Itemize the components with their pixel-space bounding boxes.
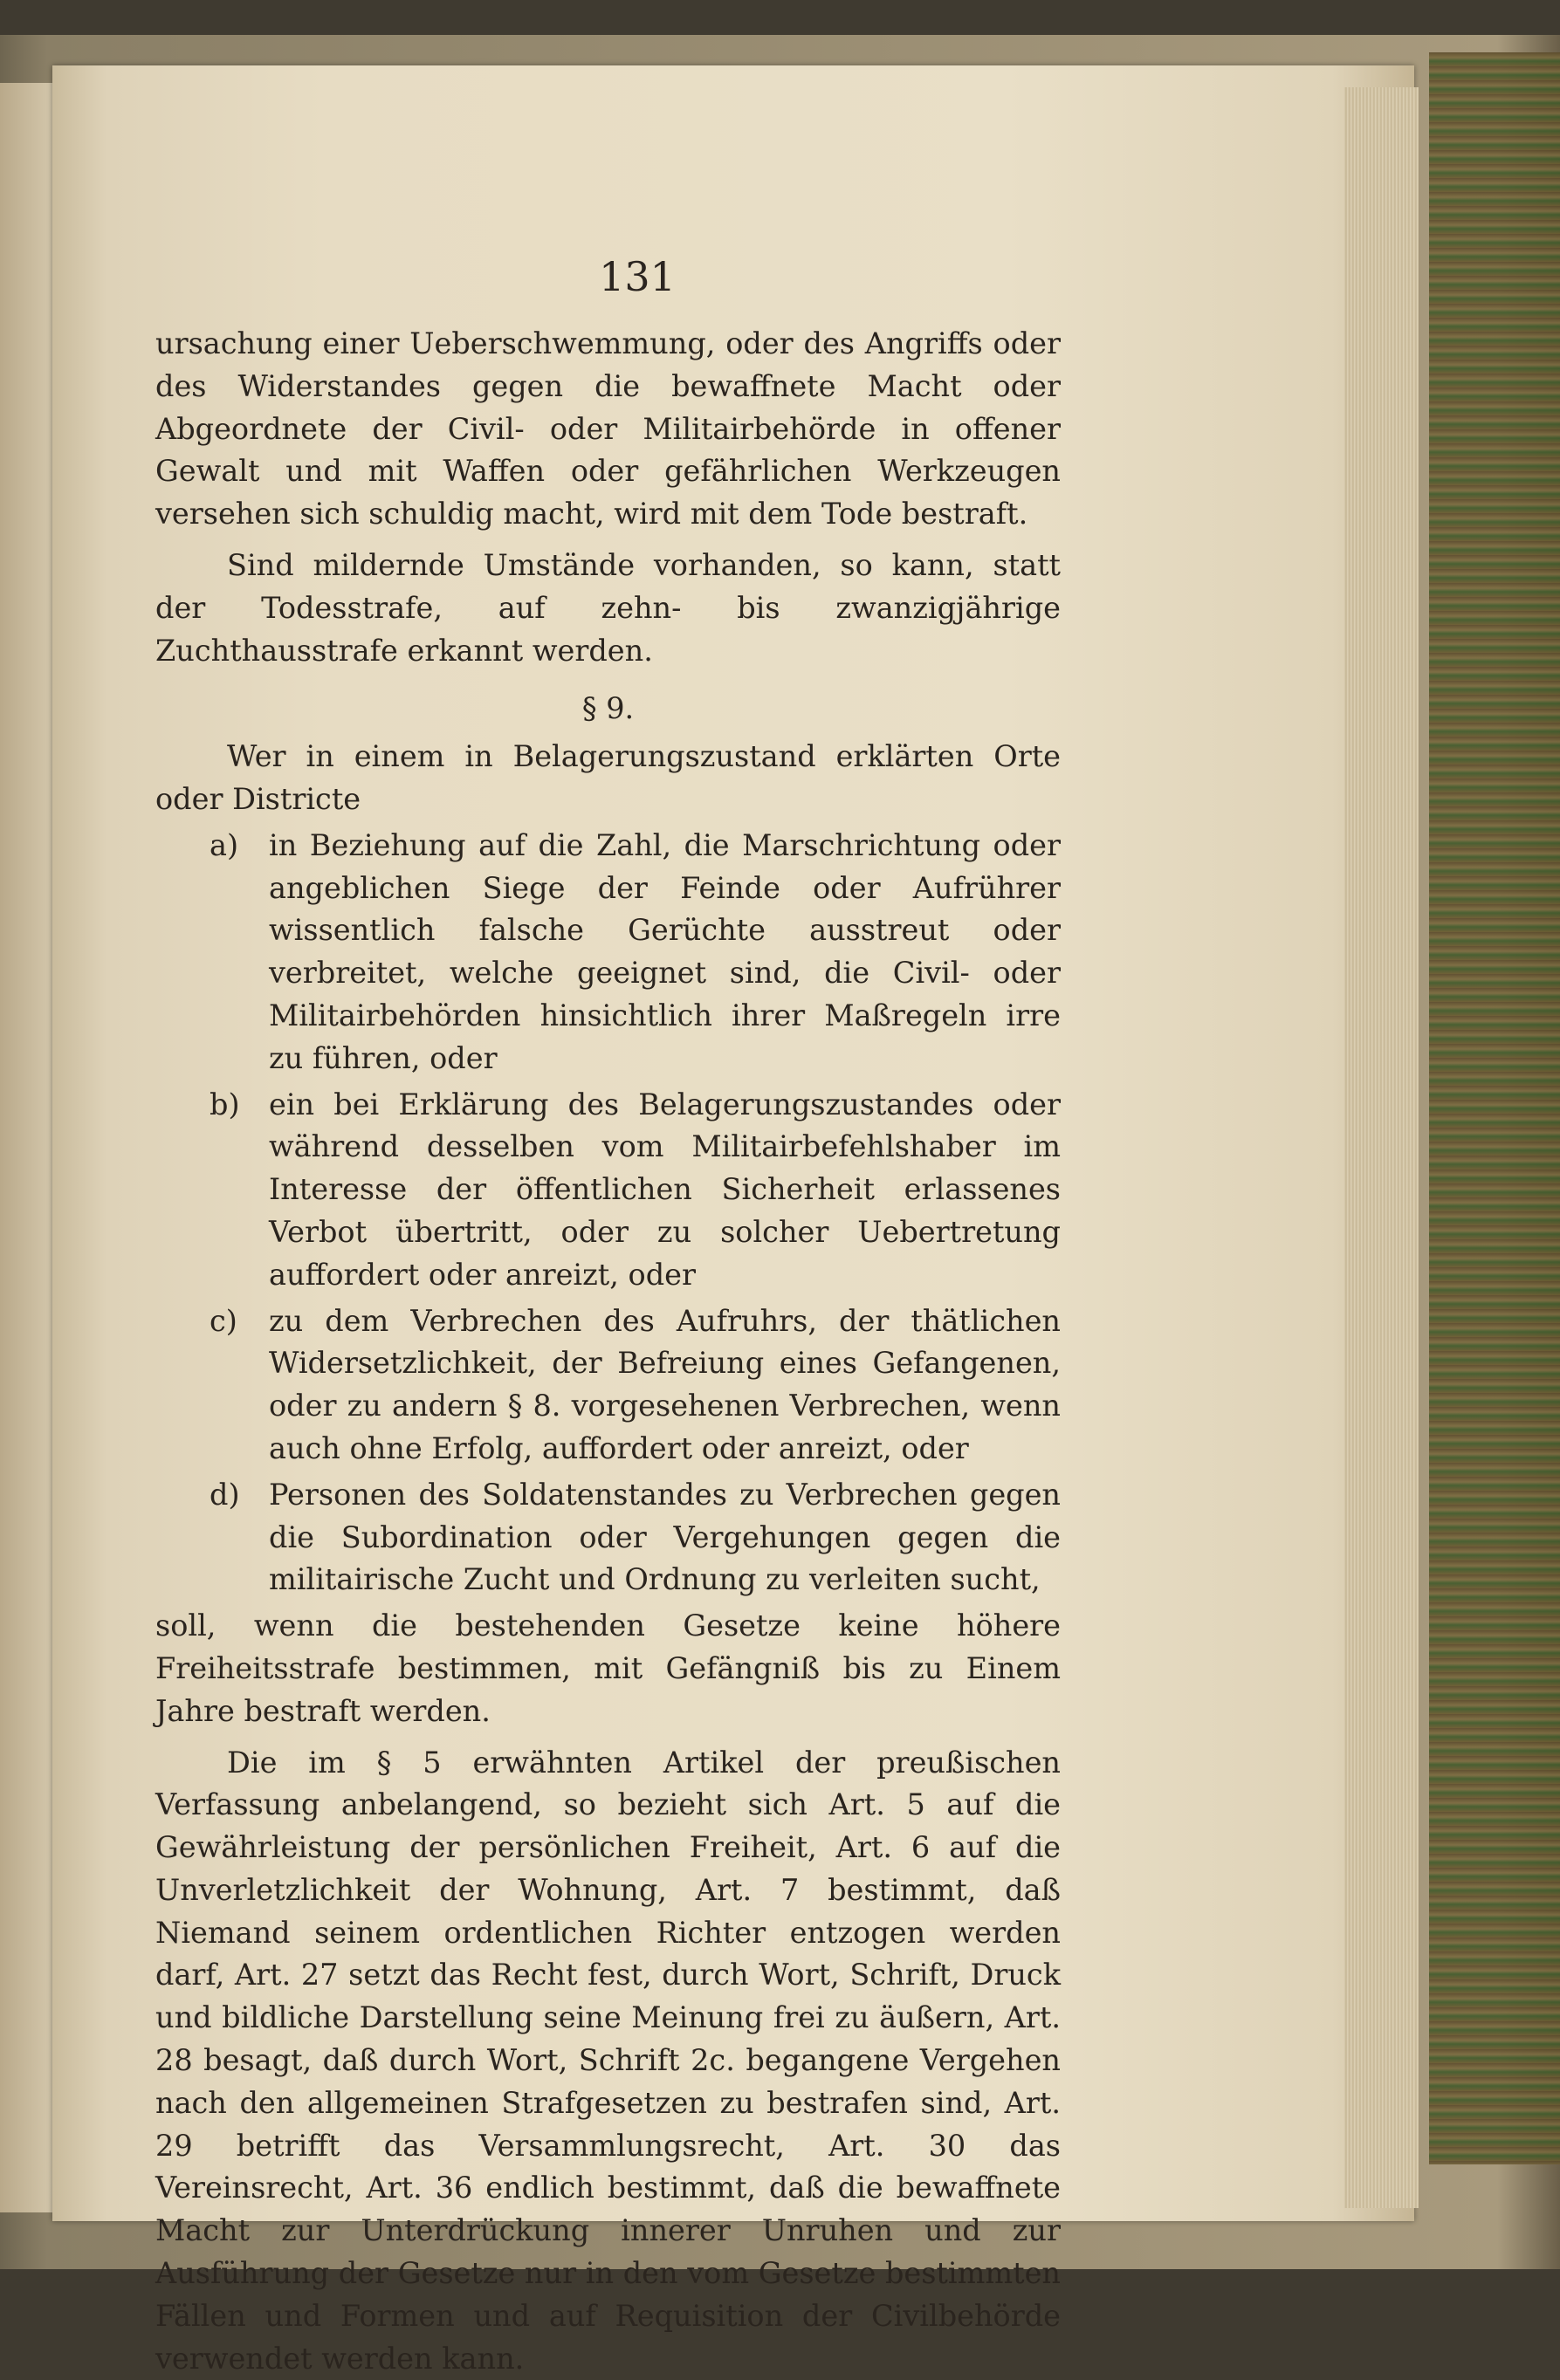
list-item-text: in Beziehung auf die Zahl, die Marschrichtung oder angeblichen Siege der Feinde oder Aufrührer wissentlich falsche Gerüchte ausstreut oder verbreitet, welche geeignet sind, die Civil- oder Militairbehörden hinsichtlich ihrer Maßregeln irre zu führen, oder	[269, 828, 1061, 1075]
list-item	[155, 1300, 1061, 1471]
list-item-label: b)	[210, 1084, 240, 1127]
list-item-label: c)	[210, 1300, 237, 1343]
paragraph: Die im § 5 erwähnten Artikel der preußischen Verfassung anbelangend, so bezieht sich Art. 5 auf die Gewährleistung der persönlichen Freiheit, Art. 6 auf die Unverletzlichkeit der Wohnung, Art. 7 bestimmt, daß Niemand seinem ordentlichen Richter entzogen werden darf, Art. 27 setzt das Recht fest, durch Wort, Schrift, Druck und bildliche Darstellung seine Meinung frei zu äußern, Art. 28 besagt, daß durch Wort, Schrift 2c. begangene Vergehen nach den allgemeinen Strafgesetzen zu bestrafen sind, Art. 29 betrifft das Versammlungsrecht, Art. 30 das Vereinsrecht, Art. 36 endlich bestimmt, daß die bewaffnete Macht zur Unterdrückung innerer Unruhen und zur Ausführung der Gesetze nur in den vom Gesetze bestimmten Fällen und Formen und auf Requisition der Civilbehörde verwendet werden kann.	[155, 1742, 1061, 2380]
paragraph: ursachung einer Ueberschwemmung, oder des Angriffs oder des Widerstandes gegen die bewaffnete Macht oder Abgeordnete der Civil- oder Militairbehörde in offener Gewalt und mit Waffen oder gefährlichen Werkzeugen versehen sich schuldig macht, wird mit dem Tode bestraft.	[155, 323, 1061, 536]
section-heading: § 9.	[155, 688, 1061, 730]
page-edges	[1344, 87, 1419, 2208]
list-item-text: Personen des Soldatenstandes zu Verbrechen gegen die Subordination oder Vergehungen gegen die militairische Zucht und Ordnung zu verleiten sucht,	[269, 1478, 1061, 1597]
list-item	[155, 1474, 1061, 1602]
list-item-label: a)	[210, 825, 238, 868]
page-number: 131	[576, 253, 698, 300]
list-item	[155, 1084, 1061, 1297]
list-item	[155, 825, 1061, 1080]
page-text	[155, 323, 1061, 2380]
list-item-text: zu dem Verbrechen des Aufruhrs, der thätlichen Widersetzlichkeit, der Befreiung eines Gefangenen, oder zu andern § 8. vorgesehenen Verbrechen, wenn auch ohne Erfolg, auffordert oder anreizt, oder	[269, 1304, 1061, 1465]
paragraph: Wer in einem in Belagerungszustand erklärten Orte oder Districte	[155, 736, 1061, 821]
list-item-text: ein bei Erklärung des Belagerungszustandes oder während desselben vom Militairbefehlshaber im Interesse der öffentlichen Sicherheit erlassenes Verbot übertritt, oder zu solcher Uebertretung auffordert oder anreizt, oder	[269, 1087, 1061, 1292]
list-item-label: d)	[210, 1474, 240, 1517]
book-spine	[1429, 52, 1560, 2164]
paragraph: soll, wenn die bestehenden Gesetze keine höhere Freiheitsstrafe bestimmen, mit Gefängniß bis zu Einem Jahre bestraft werden.	[155, 1605, 1061, 1732]
paragraph: Sind mildernde Umstände vorhanden, so kann, statt der Todesstrafe, auf zehn- bis zwanzigjährige Zuchthausstrafe erkannt werden.	[155, 545, 1061, 672]
